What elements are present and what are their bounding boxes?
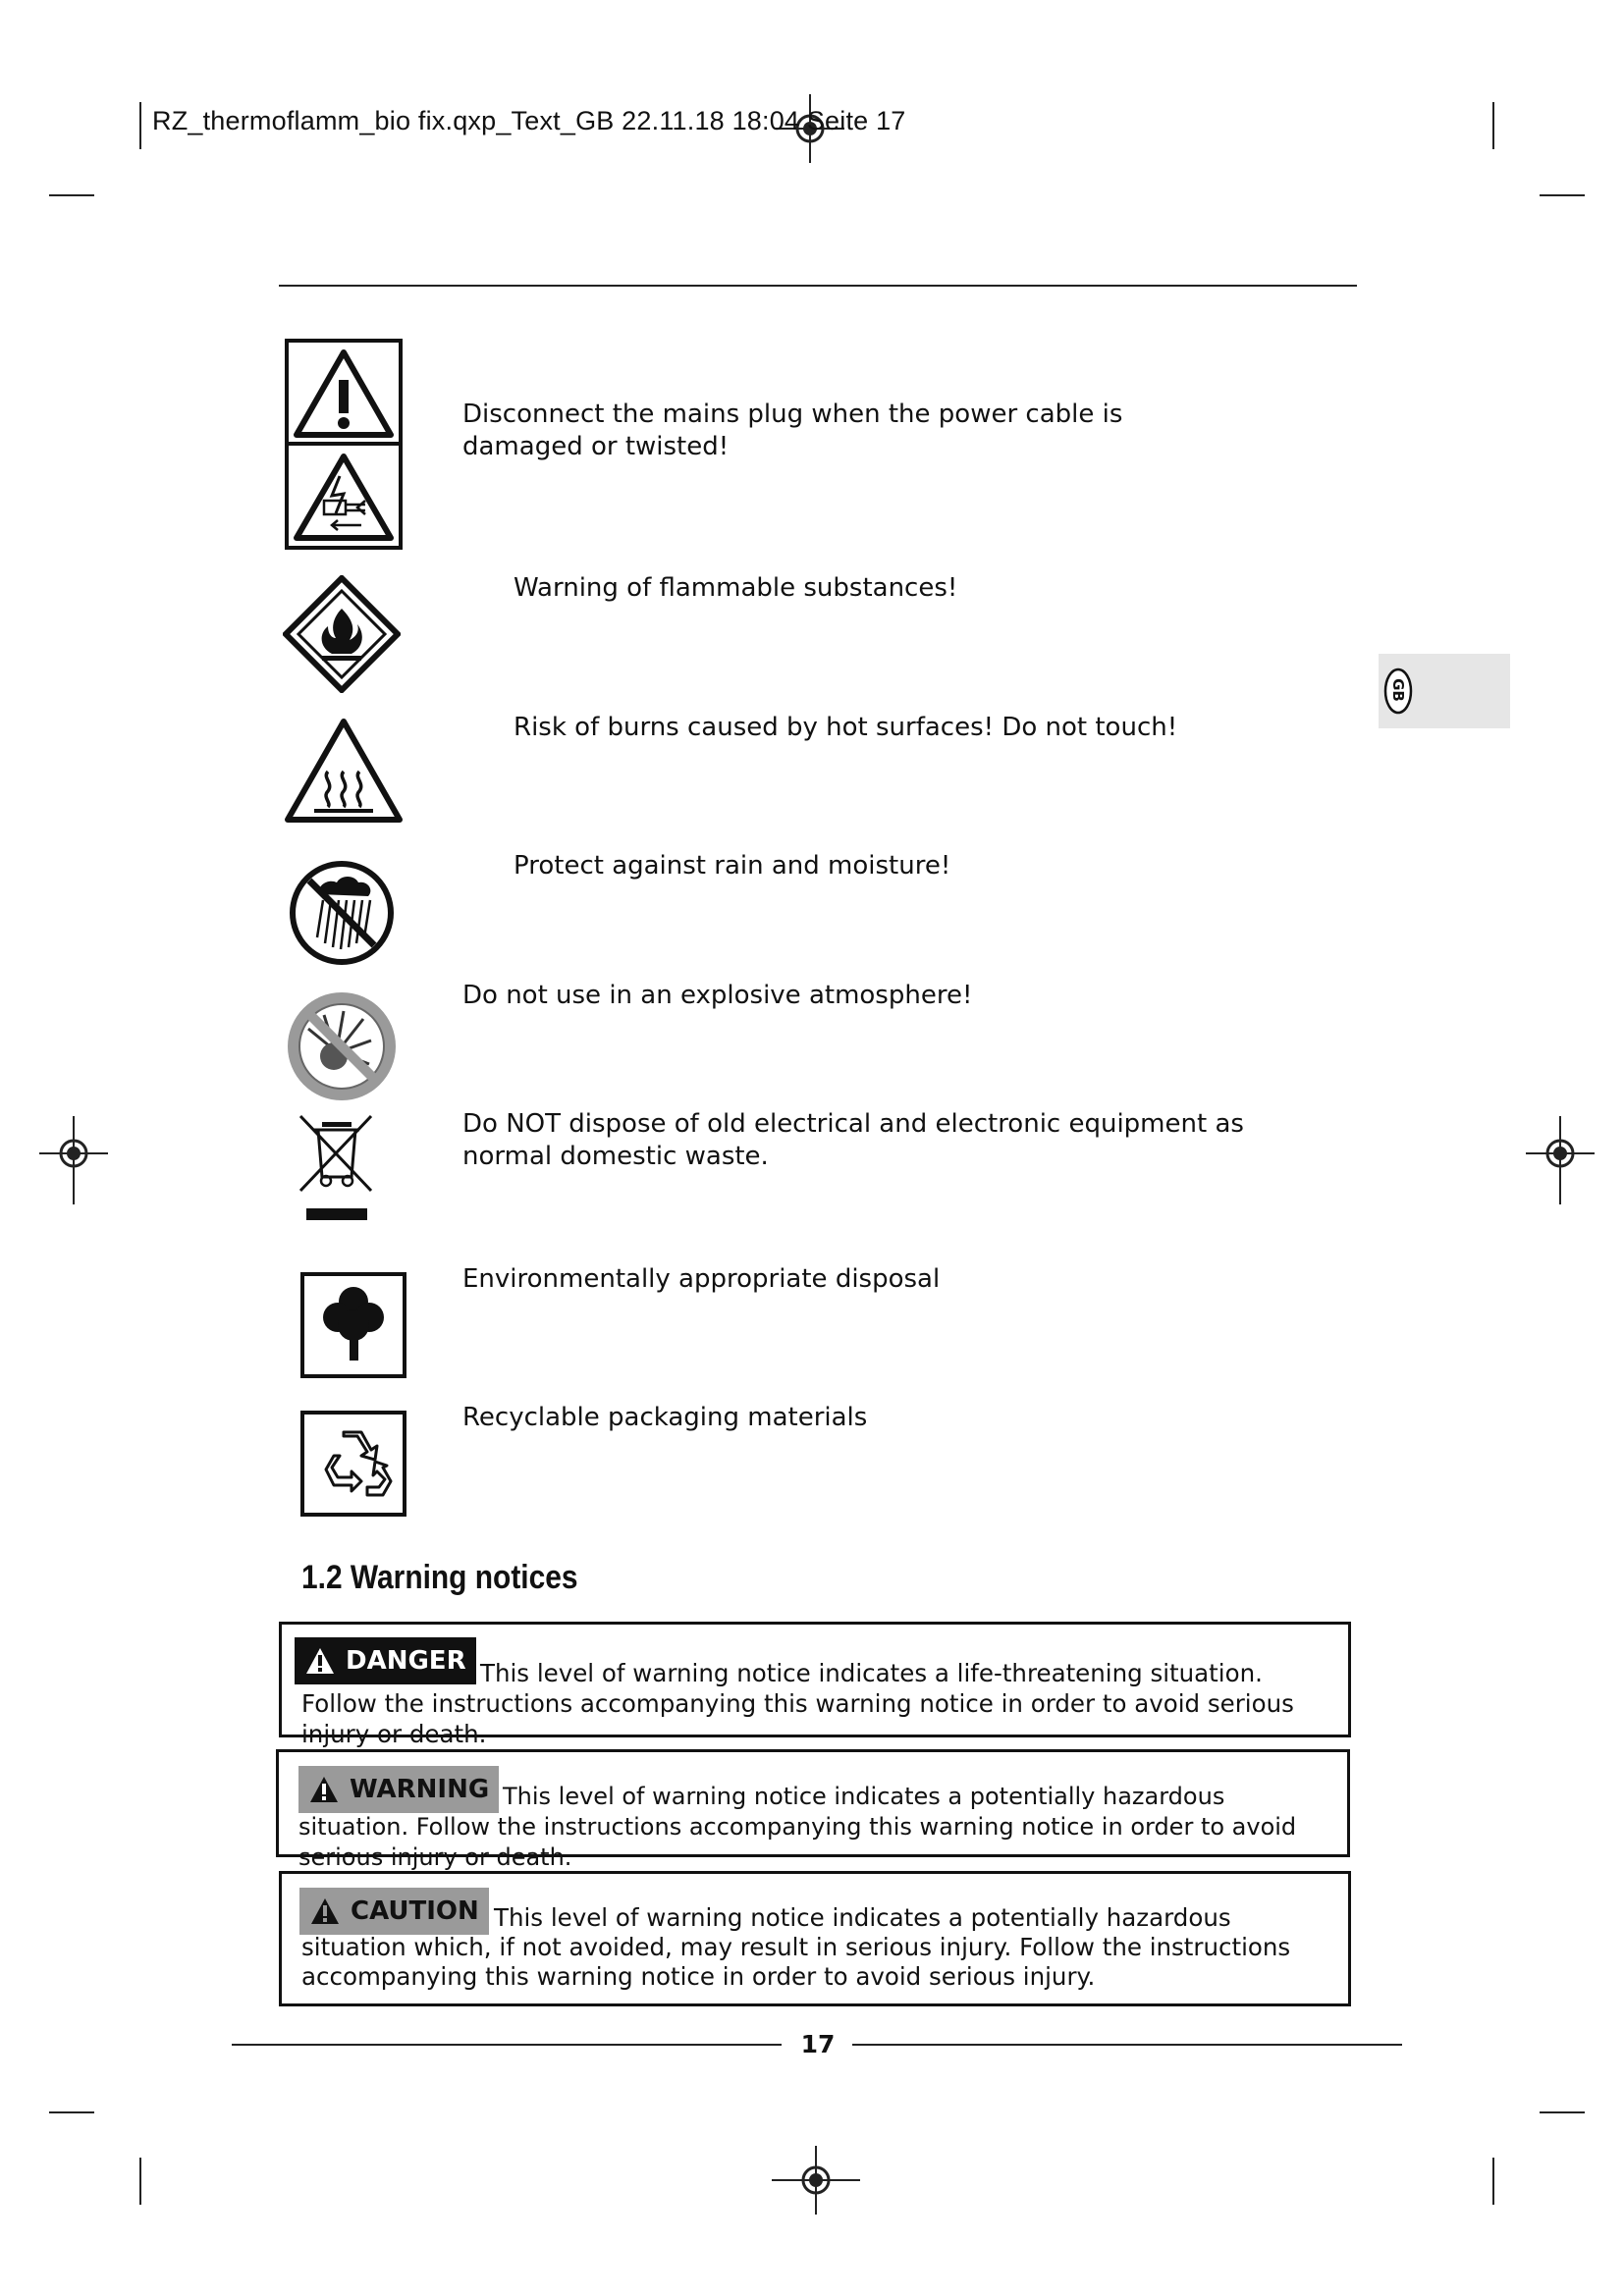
page-number: 17 [800,2030,836,2058]
notice-text: This level of warning notice indicates a life-threatening situation. Follow the instructions accompanying this warning notice in order to avoid serious injury or death. [301,1659,1294,1748]
warning-label: WARNING [350,1775,490,1804]
weee-bin-icon [297,1112,377,1222]
language-tab-label: GB [1389,678,1407,702]
symbol-description: Recyclable packaging materials [462,1403,868,1432]
registration-mark-icon [772,2146,860,2215]
registration-mark-icon [39,1116,108,1204]
recycle-icon [300,1411,408,1519]
crop-mark [1540,194,1585,196]
crop-mark [139,102,141,149]
warning-notice [276,1749,1350,1871]
crop-mark [49,2111,94,2113]
danger-notice [279,1622,1351,1748]
section-heading: 1.2 Warning notices [301,1559,578,1596]
footer-rule [852,2044,1402,2046]
flammable-icon [283,575,401,693]
symbol-description: Do not use in an explosive atmosphere! [462,981,973,1010]
crop-mark [1492,102,1494,149]
notice-text: This level of warning notice indicates a potentially hazardous situation. Follow the instructions accompanying this warning notice in order to avoid serious injury or death. [298,1783,1297,1871]
no-rain-icon [288,859,396,967]
crop-mark [49,194,94,196]
hot-surface-icon [283,717,405,825]
caution-notice [279,1871,1351,2006]
header-rule [279,285,1357,287]
crop-mark [139,2158,141,2205]
tree-icon [300,1272,408,1380]
no-explosive-icon [285,989,399,1103]
symbol-description: Warning of flammable substances! [514,573,958,603]
symbol-description: Do NOT dispose of old electrical and electronic equipment as normal domestic waste. [462,1109,1244,1171]
language-tab [1379,654,1510,728]
footer-rule [232,2044,782,2046]
print-slug: RZ_thermoflamm_bio fix.qxp_Text_GB 22.11.18 18:04 Seite 17 [152,106,906,135]
crop-mark [1492,2158,1494,2205]
crop-mark [1540,2111,1585,2113]
mains-plug-warning-icon [285,339,403,550]
symbol-description: Environmentally appropriate disposal [462,1264,941,1294]
symbol-description: Risk of burns caused by hot surfaces! Do not touch! [514,713,1178,742]
danger-label: DANGER [346,1646,466,1676]
notice-text: This level of warning notice indicates a potentially hazardous situation which, if not avoided, may result in serious injury. Follow the instructions accompanying this warning notice in order to avoid serious injury. [301,1903,1291,1991]
caution-label: CAUTION [351,1896,479,1926]
symbol-description: Protect against rain and moisture! [514,851,951,881]
symbol-description: Disconnect the mains plug when the power cable is damaged or twisted! [462,400,1123,461]
registration-mark-icon [1526,1116,1595,1204]
